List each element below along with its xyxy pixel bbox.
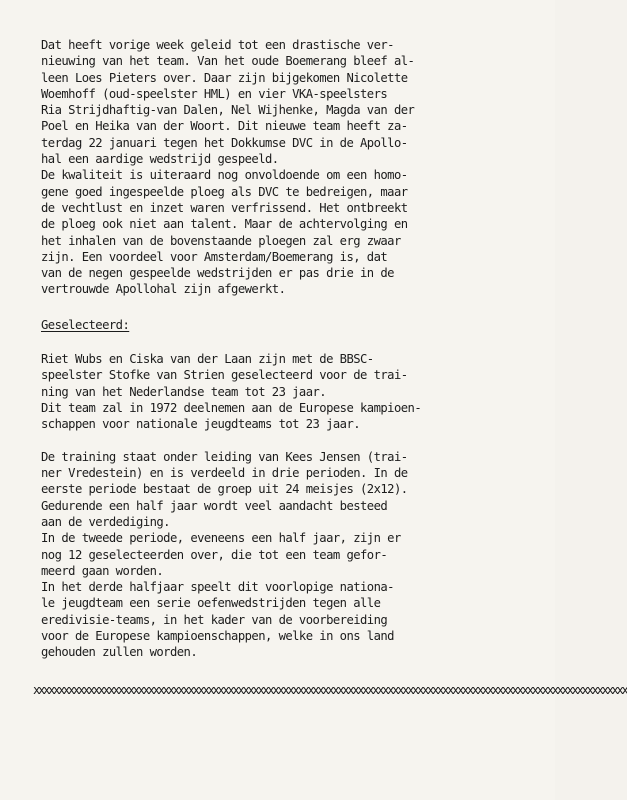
text-line: nieuwing van het team. Van het oude Boemerang bleef al- <box>41 54 415 69</box>
heading-geselecteerd: Geselecteerd: <box>41 318 130 332</box>
text-line: aan de verdediging. <box>41 514 170 529</box>
text-line: schappen voor nationale jeugdteams tot 23 jaar. <box>41 417 361 432</box>
text-line: gene goed ingespeelde ploeg als DVC te bedreigen, maar <box>41 184 408 199</box>
blank-line <box>41 432 541 448</box>
text-line: Gedurende een half jaar wordt veel aandacht besteed <box>41 498 388 513</box>
text-line: het inhalen van de bovenstaande ploegen zal erg zwaar <box>41 233 401 248</box>
text-line: hal een aardige wedstrijd gespeeld. <box>41 152 279 167</box>
text-line: meerd gaan worden. <box>41 563 164 578</box>
text-line: leen Loes Pieters over. Daar zijn bijgekomen Nicolette <box>41 70 408 85</box>
text-line: ner Vredestein) en is verdeeld in drie perioden. In de <box>41 466 408 481</box>
separator-line: xxxxxxxxxxxxxxxxxxxxxxxxxxxxxxxxxxxxxxxxxxxxxxxxxxxxxxxxxxxxxxxxxxxxxxxxxxxxxxxxxxxxxxxxxxxxxxxxxxxxxxxxxxxxxxxxxxxxxxx <box>33 683 627 697</box>
section-heading <box>41 317 541 333</box>
text-line: Riet Wubs en Ciska van der Laan zijn met de BBSC- <box>41 352 374 366</box>
text-line: terdag 22 januari tegen het Dokkumse DVC in de Apollo- <box>41 135 408 150</box>
text-line: ning van het Nederlandse team tot 23 jaar. <box>41 384 327 399</box>
text-line: Woemhoff (oud-speelster HML) en vier VKA-speelsters <box>41 86 388 101</box>
text-line: zijn. Een voordeel voor Amsterdam/Boemerang is, dat <box>41 249 388 264</box>
text-line: speelster Stofke van Strien geselecteerd voor de trai- <box>41 368 408 383</box>
text-line: eerste periode bestaat de groep uit 24 meisjes (2x12). <box>41 482 408 497</box>
text-line: de vechtlust en inzet waren verfrissend. Het ontbreekt <box>41 200 408 215</box>
text-line: van de negen gespeelde wedstrijden er pas drie in de <box>41 266 394 281</box>
paragraph-selection <box>41 351 541 661</box>
text-line: Poel en Heika van der Woort. Dit nieuwe team heeft za- <box>41 119 408 134</box>
text-line: gehouden zullen worden. <box>41 645 198 660</box>
text-line: Ria Strijdhaftig-van Dalen, Nel Wijhenke, Magda van der <box>41 103 415 118</box>
text-line: le jeugdteam een serie oefenwedstrijden tegen alle <box>41 596 381 611</box>
paragraph-boemerang-team <box>41 37 541 298</box>
text-line: Dit team zal in 1972 deelnemen aan de Europese kampioen- <box>41 400 422 415</box>
text-line: In de tweede periode, eveneens een half jaar, zijn er <box>41 531 401 546</box>
text-line: vertrouwde Apollohal zijn afgewerkt. <box>41 282 286 297</box>
text-line: eredivisie-teams, in het kader van de voorbereiding <box>41 612 388 627</box>
text-line: de ploeg ook niet aan talent. Maar de achtervolging en <box>41 217 408 232</box>
text-line: De training staat onder leiding van Kees Jensen (trai- <box>41 449 408 464</box>
text-line: voor de Europese kampioenschappen, welke in ons land <box>41 629 394 644</box>
text-line: In het derde halfjaar speelt dit voorlopige nationa- <box>41 580 394 595</box>
text-line: De kwaliteit is uiteraard nog onvoldoende om een homo- <box>41 168 408 183</box>
text-line: Dat heeft vorige week geleid tot een drastische ver- <box>41 38 394 52</box>
text-line: nog 12 geselecteerden over, die tot een team gefor- <box>41 547 388 562</box>
